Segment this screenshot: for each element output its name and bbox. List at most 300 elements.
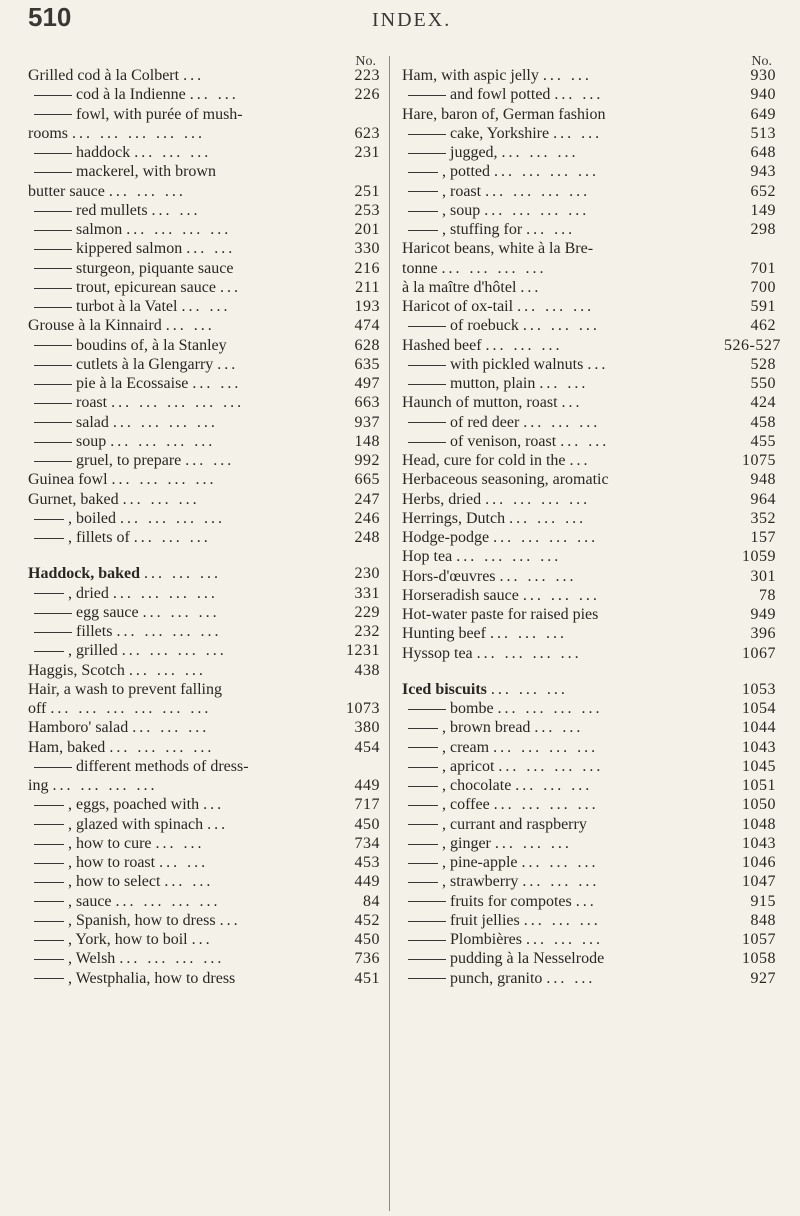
leader-dots: ... ... ... — [108, 182, 186, 200]
repeat-dash — [408, 901, 446, 902]
index-entries-left — [28, 66, 380, 988]
entry-number: 454 — [354, 738, 380, 756]
entry-text: Gurnet, baked — [28, 490, 119, 508]
repeat-dash — [34, 959, 64, 960]
index-entry — [402, 470, 776, 489]
leader-dots: ... ... — [526, 221, 576, 238]
entry-number: 550 — [750, 375, 776, 392]
entry-text: Hop tea — [402, 548, 453, 566]
leader-dots: ... ... ... ... — [484, 201, 590, 219]
index-entry — [402, 374, 776, 393]
repeat-dash — [408, 882, 438, 883]
repeat-dash — [408, 978, 446, 979]
repeat-dash — [408, 709, 446, 710]
leader-dots: ... ... ... — [509, 509, 587, 527]
leader-dots: ... — [561, 394, 583, 412]
repeat-dash — [408, 805, 438, 806]
index-entry — [402, 297, 776, 316]
repeat-dash — [34, 230, 72, 231]
entry-text: Herbs, dried — [402, 490, 482, 508]
entry-text: Iced biscuits — [402, 680, 487, 698]
repeat-dash — [34, 114, 72, 115]
entry-text: , stuffing for — [442, 221, 523, 238]
entry-text: salmon — [76, 221, 123, 238]
entry-number: 352 — [750, 509, 776, 527]
leader-dots: ... — [569, 452, 591, 469]
entry-number: 927 — [750, 969, 776, 987]
leader-dots: ... ... ... — [501, 144, 579, 161]
leader-dots: ... ... — [189, 86, 239, 104]
repeat-dash — [34, 307, 72, 308]
leader-dots: ... ... — [165, 317, 215, 335]
repeat-dash — [34, 268, 72, 269]
entry-number: 1059 — [742, 548, 776, 566]
entry-number: 246 — [354, 509, 380, 527]
entry-number: 78 — [759, 586, 776, 604]
leader-dots: ... — [217, 355, 239, 373]
repeat-dash — [34, 365, 72, 366]
leader-dots: ... ... — [181, 298, 231, 315]
index-entry — [28, 622, 380, 641]
repeat-dash — [408, 365, 446, 366]
repeat-dash — [408, 95, 446, 96]
index-entry — [402, 336, 781, 355]
index-entry — [28, 757, 380, 776]
index-entry — [28, 105, 380, 124]
running-head: INDEX. — [372, 9, 452, 31]
leader-dots: ... — [203, 796, 225, 814]
index-entry — [28, 853, 380, 872]
repeat-dash — [34, 345, 72, 346]
entry-text: Ham, baked — [28, 738, 106, 756]
index-entry — [28, 699, 380, 718]
leader-dots: ... ... ... ... — [116, 623, 222, 640]
column-divider — [389, 56, 390, 1211]
leader-dots: ... ... ... ... — [497, 700, 603, 717]
entry-text: , eggs, poached with — [68, 796, 200, 814]
entry-text: , pine-apple — [442, 854, 518, 871]
repeat-dash — [408, 747, 438, 748]
entry-number: 701 — [750, 259, 776, 277]
entry-text: rooms — [28, 124, 68, 142]
entry-text: , how to select — [68, 873, 161, 891]
leader-dots: ... — [520, 278, 542, 296]
entry-text: Ham, with aspic jelly — [402, 67, 539, 84]
leader-dots: ... ... — [542, 67, 592, 84]
entry-number: 438 — [354, 661, 380, 679]
entry-number: 223 — [354, 67, 380, 84]
index-entry — [402, 528, 776, 547]
index-entry — [28, 85, 380, 104]
index-entry — [402, 949, 776, 968]
index-entry — [28, 584, 380, 603]
index-entry — [402, 834, 776, 853]
index-entry — [28, 718, 380, 737]
entry-number: 1067 — [742, 644, 776, 662]
entry-number: 1045 — [742, 757, 776, 775]
leader-dots: ... ... ... ... — [109, 738, 215, 756]
entry-text: Hyssop tea — [402, 644, 473, 662]
entry-text: Haunch of mutton, roast — [402, 394, 558, 412]
entry-text: Grilled cod à la Colbert — [28, 67, 180, 84]
repeat-dash — [34, 863, 64, 864]
entry-text: Hare, baron of, German fashion — [402, 105, 606, 123]
index-entry — [28, 564, 380, 583]
leader-dots: ... ... ... — [517, 298, 595, 315]
leader-dots: ... ... ... — [142, 603, 220, 621]
index-entry — [28, 355, 380, 374]
entry-number: 1054 — [742, 700, 776, 717]
entry-text: , Spanish, how to dress — [68, 911, 216, 929]
repeat-dash — [408, 442, 446, 443]
repeat-dash — [408, 863, 438, 864]
entry-text: off — [28, 700, 47, 717]
leader-dots: ... ... ... ... — [115, 892, 221, 910]
entry-number: 940 — [750, 86, 776, 104]
leader-dots: ... ... ... ... — [120, 509, 225, 527]
leader-dots: ... ... ... — [522, 317, 600, 335]
entry-number: 1075 — [742, 452, 776, 469]
repeat-dash — [34, 288, 72, 289]
repeat-dash — [34, 901, 64, 902]
entry-number: 1053 — [742, 680, 776, 698]
index-entry — [28, 393, 380, 412]
index-entry — [402, 738, 776, 757]
leader-dots: ... ... ... — [521, 854, 599, 871]
entry-text: ing — [28, 777, 49, 794]
index-entry — [402, 969, 776, 988]
repeat-dash — [34, 519, 64, 520]
entry-number: 848 — [750, 911, 776, 929]
entry-number: 450 — [354, 931, 380, 948]
entry-number: 449 — [354, 777, 380, 794]
leader-dots: ... ... ... ... — [126, 221, 232, 238]
entry-number: 623 — [354, 124, 380, 142]
entry-text: sturgeon, piquante sauce — [76, 259, 234, 277]
index-entry — [28, 603, 380, 622]
repeat-dash — [408, 786, 438, 787]
entry-text: of roebuck — [450, 317, 519, 335]
entry-number: 449 — [354, 873, 380, 891]
entry-number: 1048 — [742, 815, 776, 833]
entry-text: tonne — [402, 259, 438, 277]
entry-number: 734 — [354, 834, 380, 852]
index-entry — [402, 624, 776, 643]
entry-text: , potted — [442, 163, 490, 181]
index-entries-right — [402, 66, 781, 988]
leader-dots: ... ... ... ... — [493, 796, 599, 814]
entry-text: mutton, plain — [450, 375, 536, 392]
index-entry — [402, 278, 776, 297]
index-entry — [28, 738, 380, 757]
entry-number: 229 — [354, 603, 380, 621]
entry-number: 930 — [750, 67, 776, 84]
entry-text: Hot-water paste for raised pies — [402, 606, 599, 623]
entry-number: 148 — [354, 432, 380, 450]
entry-number: 700 — [750, 278, 776, 296]
repeat-dash — [408, 172, 438, 173]
entry-number: 396 — [750, 625, 776, 643]
entry-text: boudins of, à la Stanley — [76, 336, 227, 354]
repeat-dash — [34, 882, 64, 883]
entry-number: 665 — [354, 471, 380, 489]
repeat-dash — [408, 921, 446, 922]
leader-dots: ... ... — [560, 432, 610, 450]
index-entry — [402, 605, 776, 624]
repeat-dash — [34, 805, 64, 806]
repeat-dash — [408, 422, 446, 423]
repeat-dash — [408, 767, 438, 768]
repeat-dash — [34, 613, 72, 614]
entry-number: 1044 — [742, 719, 776, 737]
entry-number: 949 — [750, 606, 776, 623]
index-entry — [402, 644, 776, 663]
entry-text: Haricot of ox-tail — [402, 298, 514, 315]
entry-text: red mullets — [76, 201, 148, 219]
leader-dots: ... ... ... ... ... — [111, 394, 245, 412]
entry-text: Horseradish sauce — [402, 586, 519, 604]
index-entry — [28, 490, 380, 509]
index-entry — [28, 143, 380, 162]
entry-number: 149 — [750, 201, 776, 219]
repeat-dash — [408, 728, 438, 729]
entry-text: , fillets of — [68, 529, 130, 546]
leader-dots: ... ... — [192, 375, 242, 392]
leader-dots: ... ... ... — [523, 911, 601, 929]
entry-text: different methods of dress- — [76, 757, 249, 775]
leader-dots: ... ... — [164, 873, 214, 891]
entry-text: Hodge-podge — [402, 529, 490, 546]
repeat-dash — [408, 326, 446, 327]
repeat-dash — [408, 824, 438, 825]
entry-number: 1058 — [742, 950, 776, 968]
entry-text: Herbaceous seasoning, aromatic — [402, 471, 609, 489]
entry-number: 253 — [354, 201, 380, 219]
entry-number: 458 — [750, 413, 776, 431]
index-entry — [402, 872, 776, 891]
entry-number: 948 — [750, 471, 776, 489]
entry-text: , Westphalia, how to dress — [68, 969, 236, 987]
index-entry — [402, 220, 776, 239]
number-column-label: No. — [751, 54, 772, 69]
entry-text: , glazed with spinach — [68, 815, 204, 833]
entry-number: 649 — [750, 105, 776, 123]
index-entry — [402, 853, 776, 872]
entry-number: 937 — [354, 413, 380, 431]
leader-dots: ... ... — [185, 452, 235, 469]
index-entry — [402, 567, 776, 586]
entry-text: , how to roast — [68, 854, 156, 871]
entry-number: 648 — [750, 144, 776, 161]
entry-text: Guinea fowl — [28, 471, 108, 489]
entry-number: 1050 — [742, 796, 776, 814]
repeat-dash — [408, 191, 438, 192]
entry-text: roast — [76, 394, 108, 412]
repeat-dash — [34, 403, 72, 404]
repeat-dash — [34, 211, 72, 212]
leader-dots: ... ... ... ... — [111, 471, 217, 489]
repeat-dash — [34, 95, 72, 96]
index-entry — [402, 680, 776, 699]
index-entry — [402, 316, 776, 335]
index-entry — [28, 795, 380, 814]
entry-number: 424 — [750, 394, 776, 412]
entry-number: 591 — [750, 298, 776, 315]
entry-number: 992 — [354, 452, 380, 469]
leader-dots: ... ... ... ... — [485, 490, 591, 508]
entry-number: 1231 — [346, 642, 380, 660]
entry-text: Grouse à la Kinnaird — [28, 317, 162, 335]
index-entry — [28, 278, 380, 297]
entry-number: 201 — [354, 221, 380, 238]
entry-number: 1046 — [742, 854, 776, 871]
entry-number: 526-527 — [724, 336, 781, 354]
leader-dots: ... ... ... ... ... ... — [50, 700, 212, 717]
index-entry — [402, 547, 776, 566]
leader-dots: ... ... ... — [494, 834, 572, 852]
leader-dots: ... ... ... ... — [112, 413, 218, 431]
leader-dots: ... ... ... — [515, 777, 593, 794]
index-entry — [28, 776, 380, 795]
entry-text: , roast — [442, 182, 482, 200]
index-entry — [402, 355, 776, 374]
entry-text: egg sauce — [76, 603, 139, 621]
repeat-dash — [34, 824, 64, 825]
entry-number: 230 — [354, 565, 380, 583]
index-entry — [28, 297, 380, 316]
entry-number: 943 — [750, 163, 776, 181]
repeat-dash — [34, 384, 72, 385]
entry-text: , Welsh — [68, 950, 116, 968]
index-entry — [28, 124, 380, 143]
index-entry — [28, 432, 380, 451]
entry-text: à la maître d'hôtel — [402, 278, 517, 296]
index-entry — [402, 413, 776, 432]
entry-number: 232 — [354, 623, 380, 640]
entry-text: cake, Yorkshire — [450, 124, 550, 142]
entry-text: kippered salmon — [76, 240, 183, 258]
index-entry — [28, 834, 380, 853]
index-entry — [28, 336, 380, 355]
leader-dots: ... — [207, 815, 229, 833]
index-entry — [28, 316, 380, 335]
entry-number: 736 — [354, 950, 380, 968]
leader-dots: ... — [191, 931, 213, 948]
index-entry — [402, 815, 776, 834]
leader-dots: ... ... ... ... — [493, 738, 599, 756]
leader-dots: ... ... ... — [489, 625, 567, 643]
entry-number: 301 — [750, 567, 776, 585]
index-entry — [402, 490, 776, 509]
entry-text: Herrings, Dutch — [402, 509, 506, 527]
leader-dots: ... — [587, 355, 609, 373]
leader-dots: ... ... ... — [522, 586, 600, 604]
index-entry — [28, 528, 380, 547]
entry-text: , ginger — [442, 834, 491, 852]
entry-text: butter sauce — [28, 182, 105, 200]
index-entry — [402, 699, 776, 718]
index-entry — [402, 105, 776, 124]
index-entry — [28, 162, 380, 181]
entry-text: , grilled — [68, 642, 118, 660]
entry-text: , apricot — [442, 757, 495, 775]
entry-number: 455 — [750, 432, 776, 450]
entry-text: fruits for compotes — [450, 892, 572, 910]
leader-dots: ... ... ... — [133, 529, 211, 546]
index-entry — [402, 201, 776, 220]
entry-text: trout, epicurean sauce — [76, 278, 216, 296]
leader-dots: ... ... ... — [128, 661, 206, 679]
index-entry — [28, 470, 380, 489]
repeat-dash — [34, 921, 64, 922]
index-entry — [28, 680, 380, 699]
leader-dots: ... ... ... ... — [456, 548, 562, 566]
index-entry — [402, 239, 776, 258]
leader-dots: ... ... — [554, 86, 604, 104]
entry-number: 964 — [750, 490, 776, 508]
entry-number: 628 — [354, 336, 380, 354]
repeat-dash — [408, 230, 438, 231]
index-entry — [402, 124, 776, 143]
repeat-dash — [34, 172, 72, 173]
index-entry — [402, 930, 776, 949]
leader-dots: ... ... — [159, 854, 209, 871]
entry-number: 1073 — [346, 700, 380, 717]
entry-number: 1043 — [742, 834, 776, 852]
index-entry — [402, 795, 776, 814]
repeat-dash — [408, 959, 446, 960]
repeat-dash — [34, 442, 72, 443]
repeat-dash — [408, 844, 438, 845]
leader-dots: ... ... ... — [485, 336, 563, 354]
leader-dots: ... ... ... — [499, 567, 577, 585]
index-entry — [402, 182, 776, 201]
entry-text: fruit jellies — [450, 911, 520, 929]
entry-text: and fowl potted — [450, 86, 551, 104]
entry-number: 157 — [750, 529, 776, 546]
entry-text: of red deer — [450, 413, 520, 431]
leader-dots: ... ... ... — [523, 413, 601, 431]
entry-number: 635 — [354, 355, 380, 373]
entry-text: haddock — [76, 144, 131, 161]
entry-number: 226 — [354, 86, 380, 104]
entry-text: bombe — [450, 700, 494, 717]
entry-text: fowl, with purée of mush- — [76, 105, 243, 123]
entry-text: , currant and raspberry — [442, 815, 587, 833]
entry-number: 717 — [354, 796, 380, 814]
entry-text: , boiled — [68, 509, 116, 527]
leader-dots: ... ... ... ... ... — [72, 124, 205, 142]
entry-text: , chocolate — [442, 777, 512, 794]
entry-text: Hors-d'œuvres — [402, 567, 496, 585]
entry-text: pie à la Ecossaise — [76, 375, 189, 392]
index-entry — [28, 949, 380, 968]
index-entry — [402, 66, 776, 85]
entry-text: , strawberry — [442, 873, 519, 891]
entry-text: turbot à la Vatel — [76, 298, 178, 315]
index-entry — [402, 451, 776, 470]
entry-number: 211 — [355, 278, 380, 296]
entry-text: , how to cure — [68, 834, 152, 852]
entry-text: Haddock, baked — [28, 565, 141, 583]
entry-text: soup — [76, 432, 107, 450]
index-entry — [402, 776, 776, 795]
leader-dots: ... ... ... — [522, 873, 600, 891]
entry-text: gruel, to prepare — [76, 452, 182, 469]
entry-text: cod à la Indienne — [76, 86, 186, 104]
index-entry — [402, 757, 776, 776]
entry-text: , cream — [442, 738, 490, 756]
